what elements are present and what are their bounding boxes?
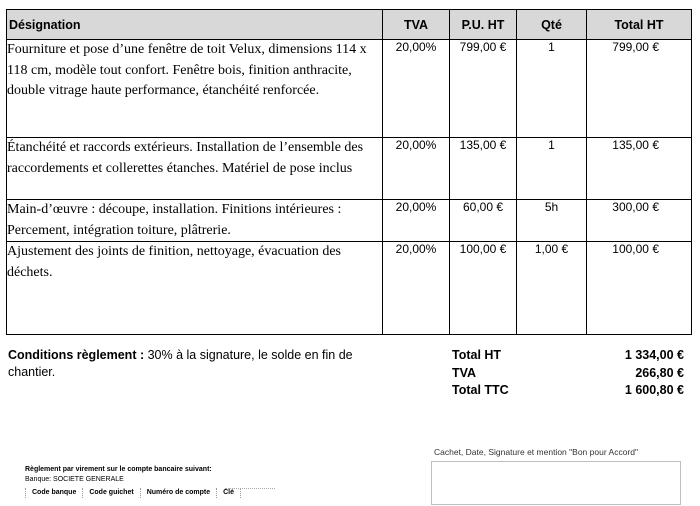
payment-conditions-label: Conditions règlement : [8,348,145,362]
row-pu-ht: 135,00 € [450,138,517,200]
row-qte: 5h [517,200,587,242]
bank-col-code-banque: Code banque [26,488,83,498]
total-ttc-value: 1 600,80 € [624,383,684,397]
header-total-ht: Total HT [587,10,692,40]
total-ht-row [452,347,684,365]
totals-block [452,347,684,400]
row-tva: 20,00% [383,138,450,200]
row-pu-ht: 60,00 € [450,200,517,242]
header-designation: Désignation [7,10,383,40]
total-ht-label: Total HT [452,348,502,362]
signature-box[interactable] [431,461,681,505]
table-row [7,138,692,200]
row-qte: 1 [517,138,587,200]
row-qte: 1 [517,40,587,138]
table-header-row [7,10,692,40]
header-qte: Qté [517,10,587,40]
total-tva-row [452,365,684,383]
bank-title: Règlement par virement sur le compte bancaire suivant: [25,466,212,473]
bank-details [25,465,241,498]
bank-col-code-guichet: Code guichet [83,488,140,498]
row-tva: 20,00% [383,40,450,138]
total-ttc-row [452,382,684,400]
signature-label: Cachet, Date, Signature et mention "Bon pour Accord" [434,447,639,457]
table-row [7,40,692,138]
row-tva: 20,00% [383,242,450,335]
total-tva-label: TVA [452,365,477,380]
row-designation: Main-d’œuvre : découpe, installation. Finitions intérieures : Percement, intégration toiture, plâtrerie. [7,200,383,242]
total-ht-value: 1 334,00 € [624,348,684,362]
header-tva: TVA [383,10,450,40]
row-pu-ht: 799,00 € [450,40,517,138]
payment-conditions [8,347,358,381]
bank-columns [25,488,241,498]
table-row [7,200,692,242]
row-total-ht: 300,00 € [587,200,692,242]
bank-col-numero-compte: Numéro de compte [141,488,217,498]
row-qte: 1,00 € [517,242,587,335]
row-tva: 20,00% [383,200,450,242]
table-row [7,242,692,335]
bank-col-cle: Clé [217,488,241,498]
total-ttc-label: Total TTC [452,383,509,397]
row-designation: Ajustement des joints de finition, nettoyage, évacuation des déchets. [7,242,383,335]
bank-dotted-line [225,488,275,489]
row-total-ht: 799,00 € [587,40,692,138]
payment-conditions-text: 30% à la signature, le solde en fin de chantier. [8,348,353,379]
row-designation: Étanchéité et raccords extérieurs. Installation de l’ensemble des raccordements et collerettes étanches. Matériel de pose inclus [7,138,383,200]
row-pu-ht: 100,00 € [450,242,517,335]
row-total-ht: 100,00 € [587,242,692,335]
quote-table [6,9,692,335]
total-tva-value: 266,80 € [635,365,684,380]
header-pu-ht: P.U. HT [450,10,517,40]
row-designation: Fourniture et pose d’une fenêtre de toit Velux, dimensions 114 x 118 cm, modèle tout confort. Fenêtre bois, finition anthracite, double vitrage haute performance, étanchéité renforcée. [7,40,383,138]
row-total-ht: 135,00 € [587,138,692,200]
bank-name: Banque: SOCIETE GENERALE [25,476,124,483]
